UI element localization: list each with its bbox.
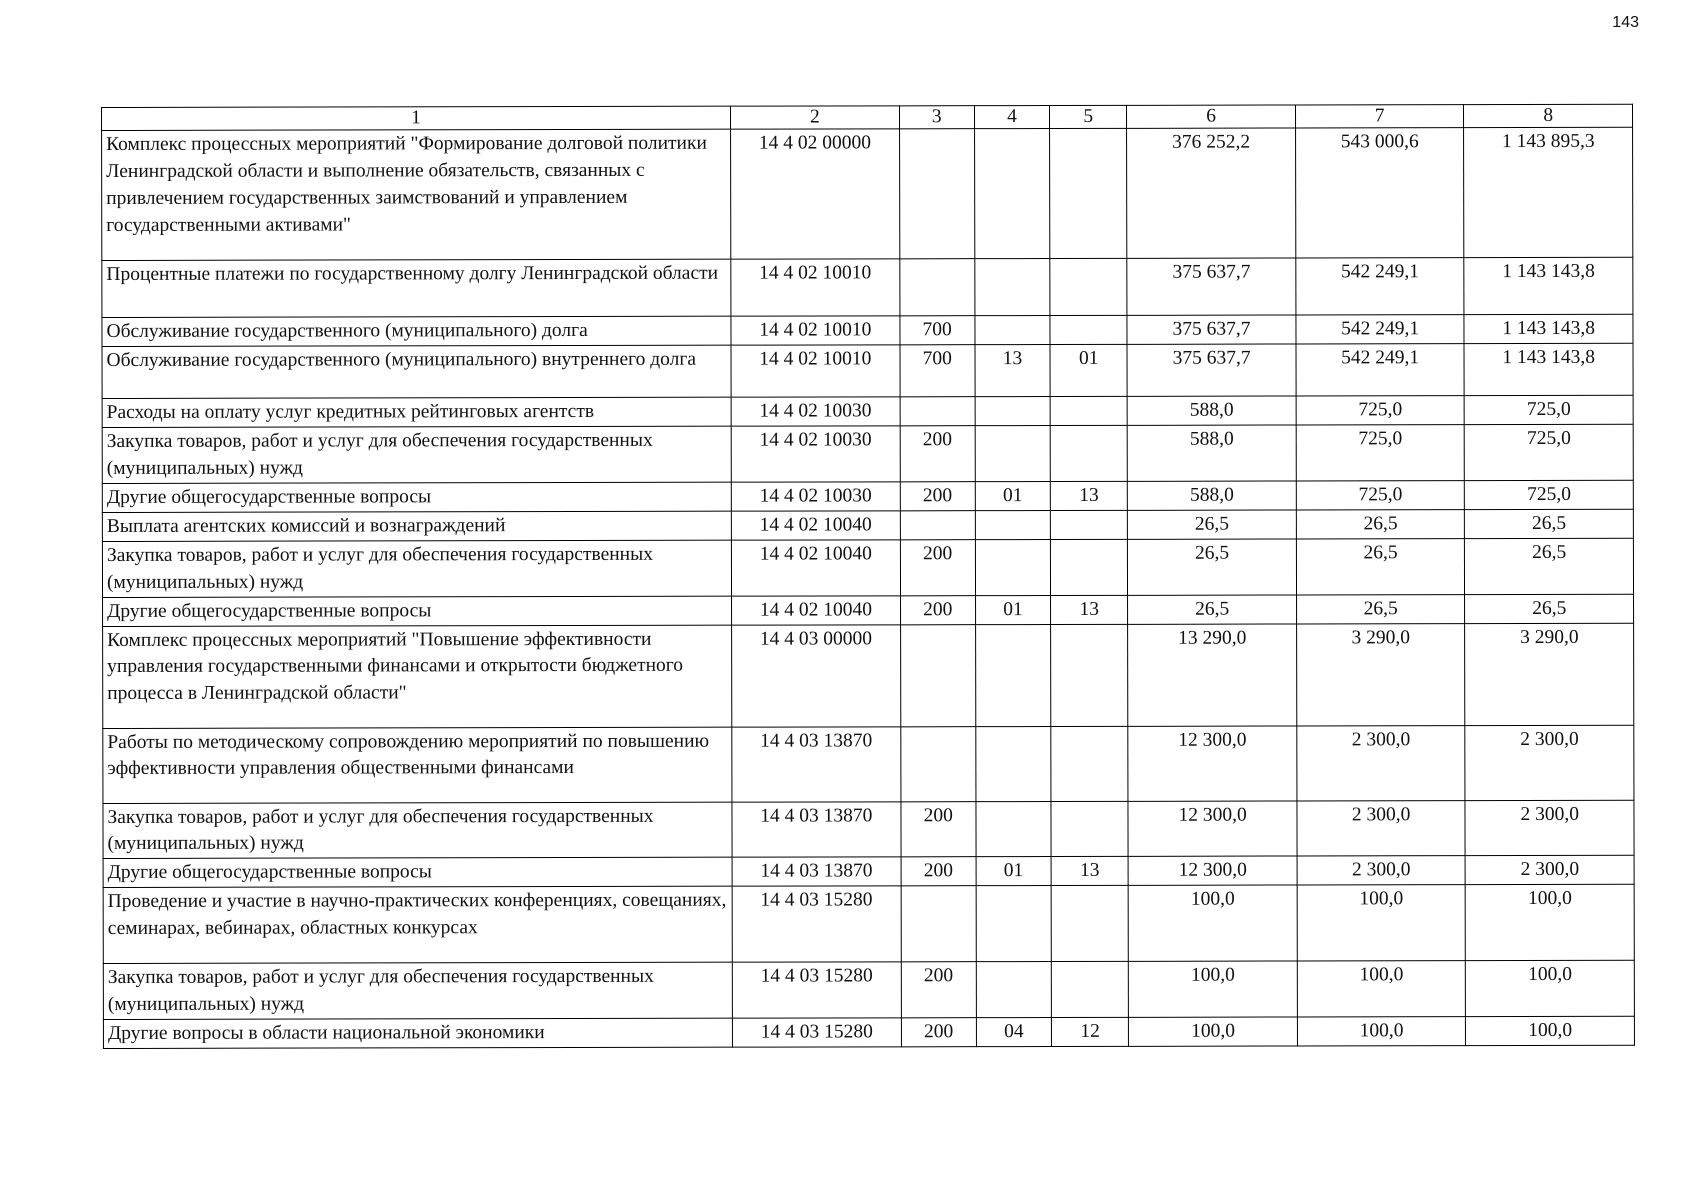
section-cell: 13 (975, 345, 1050, 397)
target-code-cell: 14 4 02 10030 (731, 397, 900, 426)
expense-type-cell: 200 (900, 540, 975, 596)
amount-cell: 3 290,0 (1465, 623, 1634, 725)
amount-cell: 100,0 (1297, 885, 1466, 961)
subsection-cell (1051, 726, 1128, 801)
subsection-cell (1050, 539, 1127, 595)
section-cell (974, 129, 1050, 259)
amount-cell: 725,0 (1296, 425, 1465, 481)
target-code-cell: 14 4 02 10040 (731, 540, 900, 596)
subsection-cell (1050, 316, 1127, 345)
amount-cell: 12 300,0 (1128, 801, 1297, 857)
section-cell (975, 510, 1050, 539)
section-cell: 01 (976, 857, 1051, 886)
table-row (103, 800, 1634, 859)
target-code-cell: 14 4 02 10040 (731, 511, 900, 540)
amount-cell: 100,0 (1466, 1016, 1635, 1045)
amount-cell: 100,0 (1128, 885, 1297, 961)
row-name-cell: Другие общегосударственные вопросы (103, 596, 732, 626)
amount-cell: 100,0 (1466, 961, 1635, 1017)
target-code-cell: 14 4 02 10010 (731, 345, 900, 397)
section-cell (975, 397, 1050, 426)
amount-cell: 100,0 (1466, 885, 1635, 961)
table-row (102, 509, 1633, 541)
subsection-cell (1050, 397, 1127, 426)
table-row (103, 725, 1634, 803)
subsection-cell (1050, 510, 1127, 539)
column-header: 1 (102, 106, 731, 131)
target-code-cell: 14 4 02 10030 (731, 426, 900, 482)
expense-type-cell (900, 624, 975, 726)
expense-type-cell: 200 (901, 857, 976, 886)
expense-type-cell: 200 (900, 426, 975, 482)
section-cell (976, 886, 1051, 962)
amount-cell: 725,0 (1296, 481, 1465, 510)
table-row (103, 961, 1634, 1020)
expense-type-cell (899, 129, 975, 259)
row-name-cell: Работы по методическому сопровождению мероприятий по повышению эффективности управления общественными финансами (103, 727, 732, 803)
target-code-cell: 14 4 02 10040 (732, 595, 901, 624)
amount-cell: 725,0 (1465, 425, 1634, 481)
table-row (102, 258, 1633, 318)
amount-cell: 543 000,6 (1295, 128, 1464, 258)
row-name-cell: Расходы на оплату услуг кредитных рейтинговых агентств (102, 398, 731, 428)
table-row (102, 344, 1633, 399)
subsection-cell (1051, 962, 1128, 1018)
amount-cell: 2 300,0 (1465, 725, 1634, 800)
expense-type-cell: 200 (900, 482, 975, 511)
amount-cell: 100,0 (1297, 1017, 1466, 1046)
amount-cell: 100,0 (1129, 1017, 1298, 1046)
expense-type-cell: 700 (900, 345, 975, 397)
table-row (103, 623, 1634, 728)
amount-cell: 725,0 (1465, 480, 1634, 509)
amount-cell: 100,0 (1297, 961, 1466, 1017)
expense-type-cell: 200 (900, 595, 975, 624)
target-code-cell: 14 4 03 13870 (732, 726, 901, 801)
row-name-cell: Закупка товаров, работ и услуг для обеспечения государственных (муниципальных) нужд (102, 540, 731, 597)
table-row (102, 425, 1633, 484)
table-body (102, 104, 1635, 1048)
amount-cell: 12 300,0 (1128, 856, 1297, 885)
row-name-cell: Другие общегосударственные вопросы (103, 858, 732, 888)
column-header: 8 (1464, 104, 1633, 128)
subsection-cell: 13 (1050, 481, 1127, 510)
expense-type-cell (900, 726, 975, 801)
row-name-cell: Обслуживание государственного (муниципального) долга (102, 317, 731, 347)
expense-type-cell (901, 886, 976, 962)
row-name-cell: Другие общегосударственные вопросы (102, 482, 731, 512)
row-name-cell: Комплекс процессных мероприятий "Формирование долговой политики Ленинградской области и выполнение обязательств, связанных с привлечением государственных заимствований и управлением государственными активами" (102, 130, 731, 261)
section-cell (975, 259, 1050, 316)
amount-cell: 1 143 143,8 (1464, 315, 1633, 344)
amount-cell: 1 143 143,8 (1464, 258, 1633, 315)
amount-cell: 26,5 (1128, 595, 1297, 624)
amount-cell: 1 143 143,8 (1464, 344, 1633, 396)
amount-cell: 588,0 (1127, 425, 1296, 481)
amount-cell: 542 249,1 (1296, 258, 1465, 315)
subsection-cell: 01 (1050, 345, 1127, 397)
column-header: 6 (1127, 105, 1296, 129)
expense-type-cell: 700 (900, 316, 975, 345)
table-row (103, 856, 1634, 888)
amount-cell: 376 252,2 (1127, 128, 1296, 258)
amount-cell: 26,5 (1465, 509, 1634, 538)
table-row (102, 128, 1633, 261)
amount-cell: 26,5 (1465, 538, 1634, 594)
row-name-cell: Закупка товаров, работ и услуг для обеспечения государственных (муниципальных) нужд (102, 426, 731, 483)
row-name-cell: Проведение и участие в научно-практических конференциях, совещаниях, семинарах, вебинарах, областных конкурсах (103, 886, 732, 963)
target-code-cell: 14 4 02 10010 (731, 259, 900, 316)
subsection-cell (1051, 886, 1128, 962)
subsection-cell: 13 (1051, 595, 1128, 624)
amount-cell: 100,0 (1129, 961, 1298, 1017)
row-name-cell: Обслуживание государственного (муниципального) внутреннего долга (102, 346, 731, 399)
target-code-cell: 14 4 03 15280 (732, 886, 901, 962)
expense-type-cell: 200 (901, 962, 976, 1018)
section-cell: 04 (976, 1018, 1051, 1047)
table-header-row (102, 104, 1633, 131)
row-name-cell: Закупка товаров, работ и услуг для обеспечения государственных (муниципальных) нужд (103, 802, 732, 859)
expense-type-cell (900, 397, 975, 426)
table-row (102, 396, 1633, 428)
amount-cell: 725,0 (1465, 396, 1634, 425)
target-code-cell: 14 4 03 00000 (732, 624, 901, 726)
amount-cell: 2 300,0 (1465, 800, 1634, 856)
amount-cell: 2 300,0 (1465, 856, 1634, 885)
amount-cell: 2 300,0 (1297, 725, 1466, 800)
amount-cell: 26,5 (1296, 594, 1465, 623)
amount-cell: 26,5 (1296, 539, 1465, 595)
amount-cell: 375 637,7 (1127, 258, 1296, 315)
amount-cell: 588,0 (1128, 481, 1297, 510)
table-row (102, 480, 1633, 512)
amount-cell: 12 300,0 (1128, 726, 1297, 801)
expense-type-cell (899, 259, 974, 316)
target-code-cell: 14 4 02 00000 (731, 129, 900, 259)
amount-cell: 2 300,0 (1297, 800, 1466, 856)
column-header: 3 (899, 106, 974, 130)
row-name-cell: Закупка товаров, работ и услуг для обеспечения государственных (муниципальных) нужд (103, 962, 732, 1019)
section-cell (975, 624, 1050, 726)
target-code-cell: 14 4 03 13870 (732, 801, 901, 857)
amount-cell: 375 637,7 (1127, 315, 1296, 344)
section-cell (976, 726, 1051, 801)
table-row (103, 594, 1634, 626)
section-cell (975, 316, 1050, 345)
column-header: 4 (974, 106, 1049, 130)
column-header: 2 (731, 106, 900, 130)
target-code-cell: 14 4 02 10010 (731, 316, 900, 345)
target-code-cell: 14 4 03 15280 (732, 1018, 901, 1047)
target-code-cell: 14 4 02 10030 (731, 482, 900, 511)
table-row (102, 315, 1633, 347)
row-name-cell: Процентные платежи по государственному долгу Ленинградской области (102, 260, 731, 318)
section-cell (976, 962, 1051, 1018)
amount-cell: 2 300,0 (1297, 856, 1466, 885)
row-name-cell: Выплата агентских комиссий и вознаграждений (102, 511, 731, 541)
column-header: 7 (1295, 105, 1464, 129)
amount-cell: 588,0 (1127, 396, 1296, 425)
amount-cell: 26,5 (1296, 510, 1465, 539)
expense-type-cell (900, 511, 975, 540)
section-cell (975, 426, 1050, 482)
table-row (103, 885, 1634, 964)
table-row (103, 1016, 1634, 1048)
subsection-cell (1051, 801, 1128, 857)
amount-cell: 1 143 895,3 (1464, 128, 1633, 258)
row-name-cell: Комплекс процессных мероприятий "Повышение эффективности управления государственными финансами и открытости бюджетного процесса в Ленинградской области" (103, 625, 732, 728)
amount-cell: 542 249,1 (1296, 344, 1465, 396)
expense-type-cell: 200 (901, 1018, 976, 1047)
subsection-cell (1051, 624, 1128, 726)
table-row (102, 538, 1633, 597)
amount-cell: 725,0 (1296, 396, 1465, 425)
amount-cell: 542 249,1 (1296, 315, 1465, 344)
section-cell: 01 (975, 482, 1050, 511)
subsection-cell (1050, 426, 1127, 482)
column-header: 5 (1050, 105, 1127, 129)
section-cell (975, 539, 1050, 595)
budget-table (101, 104, 1635, 1049)
subsection-cell (1050, 259, 1127, 316)
amount-cell: 13 290,0 (1128, 624, 1297, 726)
section-cell: 01 (975, 595, 1050, 624)
expense-type-cell: 200 (901, 801, 976, 857)
subsection-cell: 13 (1051, 857, 1128, 886)
subsection-cell (1050, 129, 1128, 259)
amount-cell: 26,5 (1128, 539, 1297, 595)
amount-cell: 3 290,0 (1296, 623, 1465, 725)
amount-cell: 375 637,7 (1127, 344, 1296, 396)
subsection-cell: 12 (1051, 1017, 1128, 1046)
target-code-cell: 14 4 03 13870 (732, 857, 901, 886)
target-code-cell: 14 4 03 15280 (732, 962, 901, 1018)
amount-cell: 26,5 (1128, 510, 1297, 539)
section-cell (976, 801, 1051, 857)
page-number: 143 (1612, 14, 1639, 31)
amount-cell: 26,5 (1465, 594, 1634, 623)
row-name-cell: Другие вопросы в области национальной экономики (103, 1018, 732, 1048)
